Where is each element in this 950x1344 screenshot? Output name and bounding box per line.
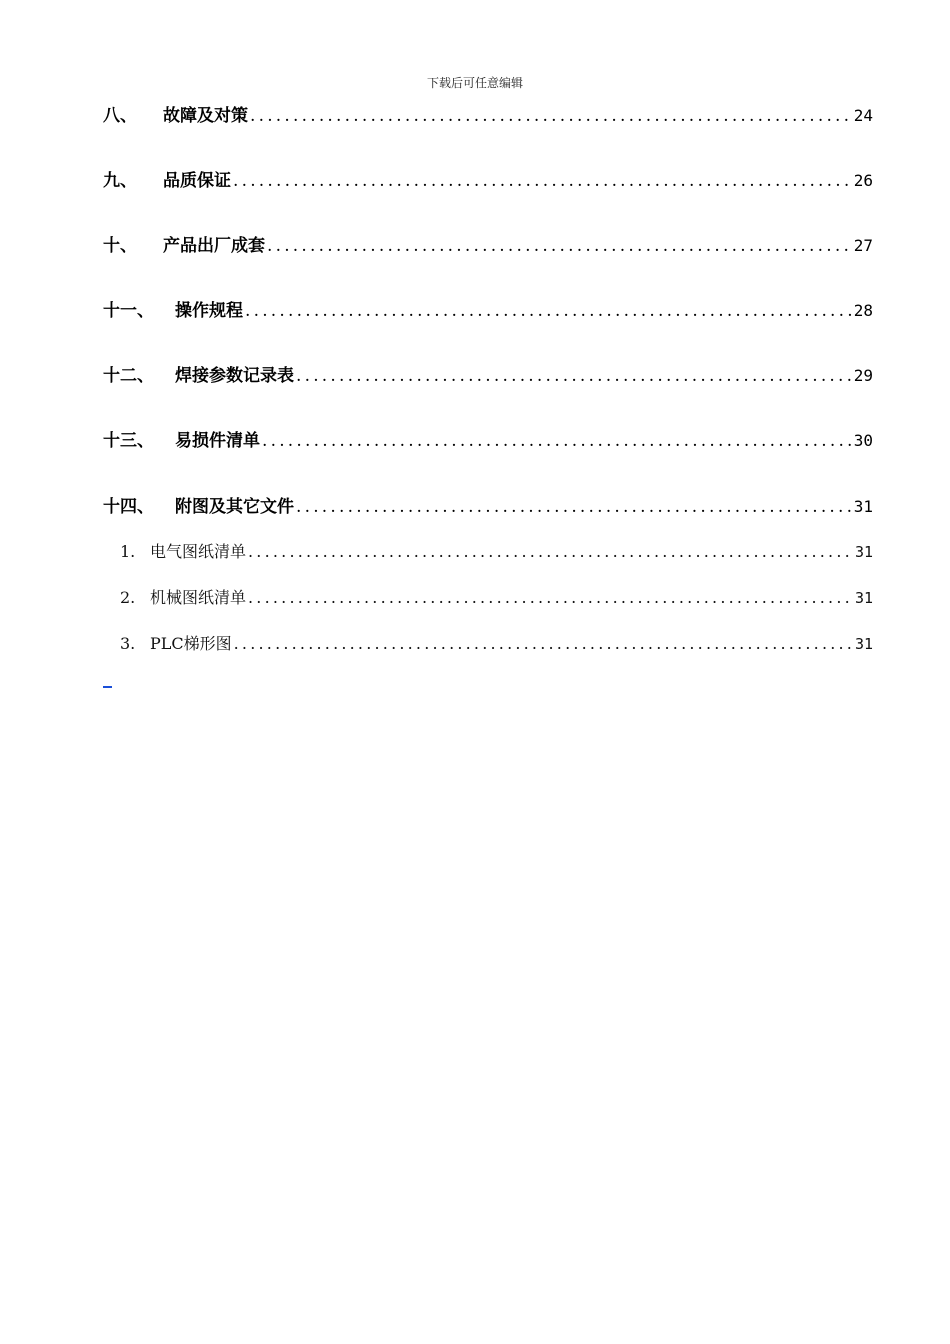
toc-subentry-title: PLC梯形图 — [150, 634, 232, 653]
toc-entry-number: 十、 — [103, 236, 137, 255]
toc-dot-leader — [248, 588, 853, 607]
toc-dot-leader — [234, 634, 853, 653]
toc-entry-page: 31 — [853, 497, 873, 516]
toc-entry-page: 29 — [853, 366, 873, 385]
toc-entry-title: 焊接参数记录表 — [175, 366, 294, 385]
toc-subentry-number: 2. — [120, 588, 136, 607]
text-cursor-mark — [103, 686, 112, 688]
toc-entry-13[interactable] — [103, 426, 873, 450]
toc-subentry-title: 机械图纸清单 — [150, 588, 247, 607]
toc-dot-leader — [262, 431, 852, 450]
toc-subentry-number: 3. — [120, 634, 136, 653]
toc-entry-10[interactable] — [103, 231, 873, 255]
toc-entry-14[interactable] — [103, 492, 873, 516]
toc-entry-page: 24 — [853, 106, 873, 125]
toc-entry-page: 30 — [853, 431, 873, 450]
toc-subentry-title: 电气图纸清单 — [150, 542, 247, 561]
toc-entry-title: 操作规程 — [175, 301, 243, 320]
toc-subentry-2[interactable] — [120, 585, 873, 607]
toc-subentry-3[interactable] — [120, 631, 873, 653]
toc-entry-12[interactable] — [103, 361, 873, 385]
toc-entry-8[interactable] — [103, 101, 873, 125]
toc-entry-title: 故障及对策 — [163, 106, 248, 125]
toc-dot-leader — [267, 236, 852, 255]
toc-dot-leader — [248, 542, 853, 561]
toc-entry-page: 28 — [853, 301, 873, 320]
toc-subentry-1[interactable] — [120, 539, 873, 561]
toc-entry-number: 十一、 — [103, 301, 154, 320]
toc-entry-number: 十二、 — [103, 366, 154, 385]
toc-dot-leader — [296, 366, 852, 385]
toc-entry-title: 品质保证 — [163, 171, 231, 190]
toc-entry-9[interactable] — [103, 166, 873, 190]
toc-entry-title: 产品出厂成套 — [163, 236, 265, 255]
toc-entry-title: 附图及其它文件 — [175, 497, 294, 516]
page-header: 下载后可任意编辑 — [426, 76, 523, 90]
toc-subentry-page: 31 — [854, 589, 873, 607]
toc-dot-leader — [250, 106, 852, 125]
toc-entry-number: 十三、 — [103, 431, 154, 450]
toc-entry-number: 八、 — [103, 106, 137, 125]
toc-subentry-page: 31 — [854, 635, 873, 653]
toc-dot-leader — [296, 497, 852, 516]
toc-entry-page: 26 — [853, 171, 873, 190]
toc-subentry-page: 31 — [854, 543, 873, 561]
toc-entry-11[interactable] — [103, 296, 873, 320]
toc-entry-number: 九、 — [103, 171, 137, 190]
toc-subentry-number: 1. — [120, 542, 136, 561]
toc-dot-leader — [245, 301, 852, 320]
toc-entry-title: 易损件清单 — [175, 431, 260, 450]
toc-entry-number: 十四、 — [103, 497, 154, 516]
toc-dot-leader — [233, 171, 852, 190]
toc-entry-page: 27 — [853, 236, 873, 255]
